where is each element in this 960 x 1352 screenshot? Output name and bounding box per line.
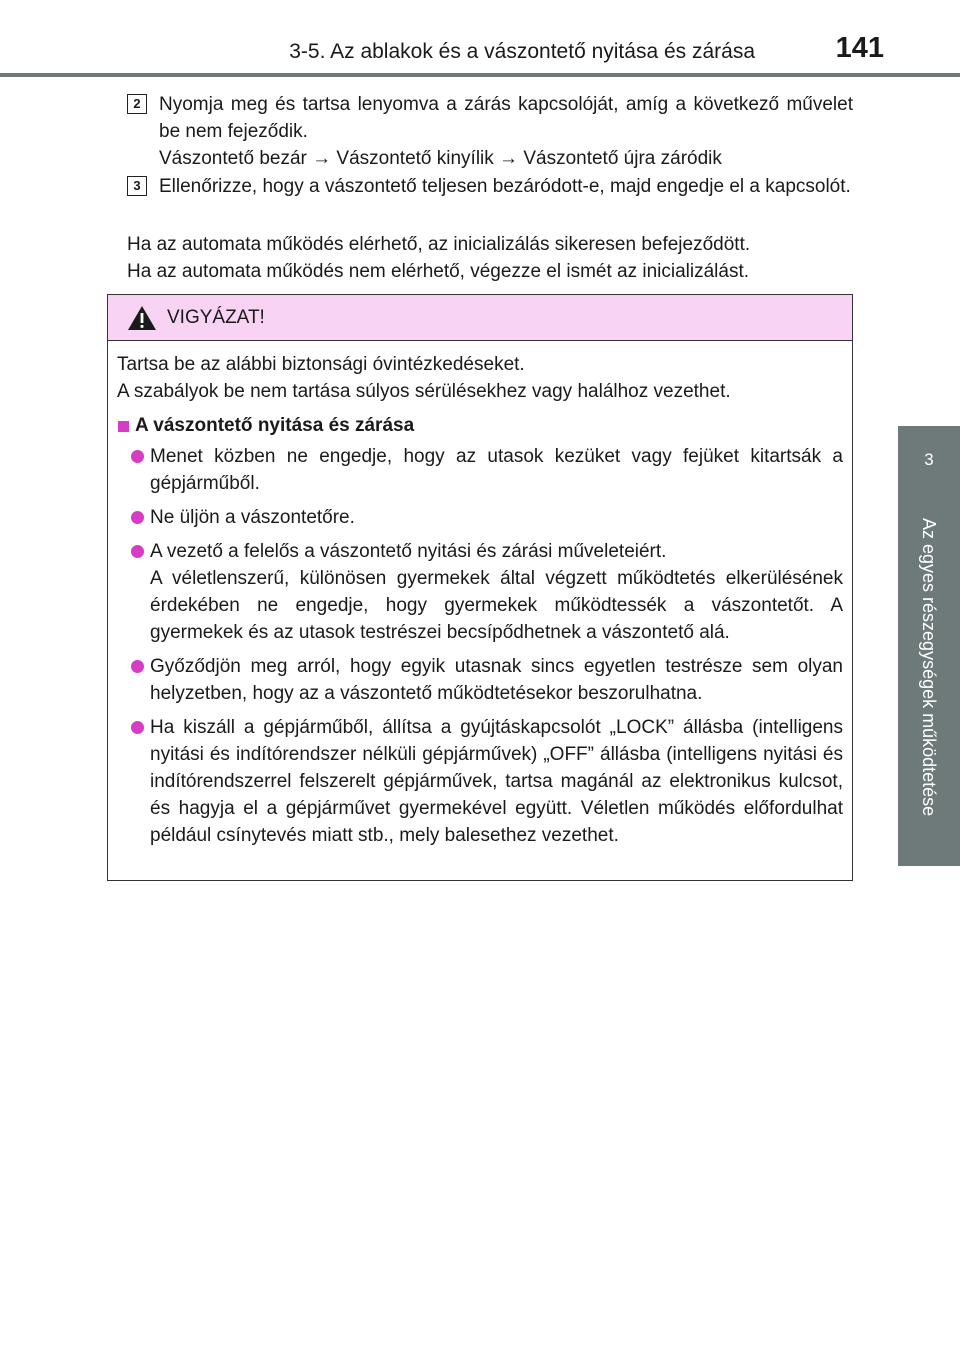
warning-title: VIGYÁZAT! xyxy=(167,307,265,328)
intro-line: Tartsa be az alábbi biztonsági óvintézkedéseket. xyxy=(117,354,525,375)
step-3 xyxy=(127,173,853,200)
warning-item-text: Menet közben ne engedje, hogy az utasok kezüket vagy fejüket kitartsák a gépjárműből. xyxy=(150,446,843,494)
chapter-title: Az egyes részegységek működtetése xyxy=(919,518,939,817)
warning-item-text: Ne üljön a vászontetőre. xyxy=(150,507,355,528)
step-number-badge: 3 xyxy=(127,176,147,196)
warning-heading xyxy=(117,412,843,439)
dot-bullet-icon xyxy=(131,511,144,524)
step-sequence: Vászontető bezár → Vászontető kinyílik → Vászontető újra záródik xyxy=(159,148,722,169)
dot-bullet-icon xyxy=(131,721,144,734)
section-title: 3-5. Az ablakok és a vászontető nyitása és zárása xyxy=(289,40,755,63)
warning-triangle-icon xyxy=(127,305,157,331)
chapter-side-tab xyxy=(898,426,960,866)
result-line: Ha az automata működés nem elérhető, végezze el ismét az inicializálást. xyxy=(127,261,750,282)
chapter-number: 3 xyxy=(924,450,934,469)
warning-item xyxy=(117,538,843,646)
warning-intro xyxy=(117,351,843,405)
step-2 xyxy=(127,91,853,172)
warning-item-text: A vezető a felelős a vászontető nyitási és zárási műveleteiért. xyxy=(150,541,667,562)
square-bullet-icon xyxy=(118,421,129,432)
result-line: Ha az automata működés elérhető, az inicializálás sikeresen befejeződött. xyxy=(127,234,751,255)
warning-item xyxy=(117,653,843,707)
dot-bullet-icon xyxy=(131,545,144,558)
warning-box xyxy=(107,294,853,881)
step-text: Nyomja meg és tartsa lenyomva a zárás kapcsolóját, amíg a következő művelet be nem fejeződik. xyxy=(159,94,853,142)
intro-line: A szabályok be nem tartása súlyos sérülésekhez vagy halálhoz vezethet. xyxy=(117,381,731,402)
warning-item-continuation: A véletlenszerű, különösen gyermekek által végzett működtetés elkerülésének érdekében ne engedje, hogy gyermekek működtessék a vászontetőt. A gyermekek és az utasok testrészei becsípődhetnek a vászontető alá. xyxy=(150,568,843,643)
dot-bullet-icon xyxy=(131,450,144,463)
page-header xyxy=(0,0,960,78)
step-text: Ellenőrizze, hogy a vászontető teljesen bezáródott-e, majd engedje el a kapcsolót. xyxy=(159,176,851,197)
dot-bullet-icon xyxy=(131,660,144,673)
warning-item xyxy=(117,504,843,531)
step-number-badge: 2 xyxy=(127,94,147,114)
warning-item-text: Győződjön meg arról, hogy egyik utasnak sincs egyetlen testrésze sem olyan helyzetben, hogy az a vászontető működtetésekor beszorulhatna. xyxy=(150,656,843,704)
warning-item-text: Ha kiszáll a gépjárműből, állítsa a gyújtáskapcsolót „LOCK” állásba (intelligens nyitási és indítórendszer nélküli gépjárművek) „OFF” állásba (intelligens nyitási és indítórendszerrel felszerelt gépjárművek, tartsa magánál az elektronikus kulcsot, és hagyja el a gépjárművet gyermekével együtt. Véletlen működés előfordulhat például csínytevés miatt stb., mely balesethez vezethet. xyxy=(150,717,843,846)
warning-body xyxy=(117,351,843,856)
page-number: 141 xyxy=(835,32,884,64)
warning-heading-text: A vászontető nyitása és zárása xyxy=(135,415,415,436)
header-divider xyxy=(0,73,960,77)
warning-item xyxy=(117,443,843,497)
result-paragraph xyxy=(127,231,853,285)
warning-header xyxy=(108,295,852,341)
warning-item xyxy=(117,714,843,849)
